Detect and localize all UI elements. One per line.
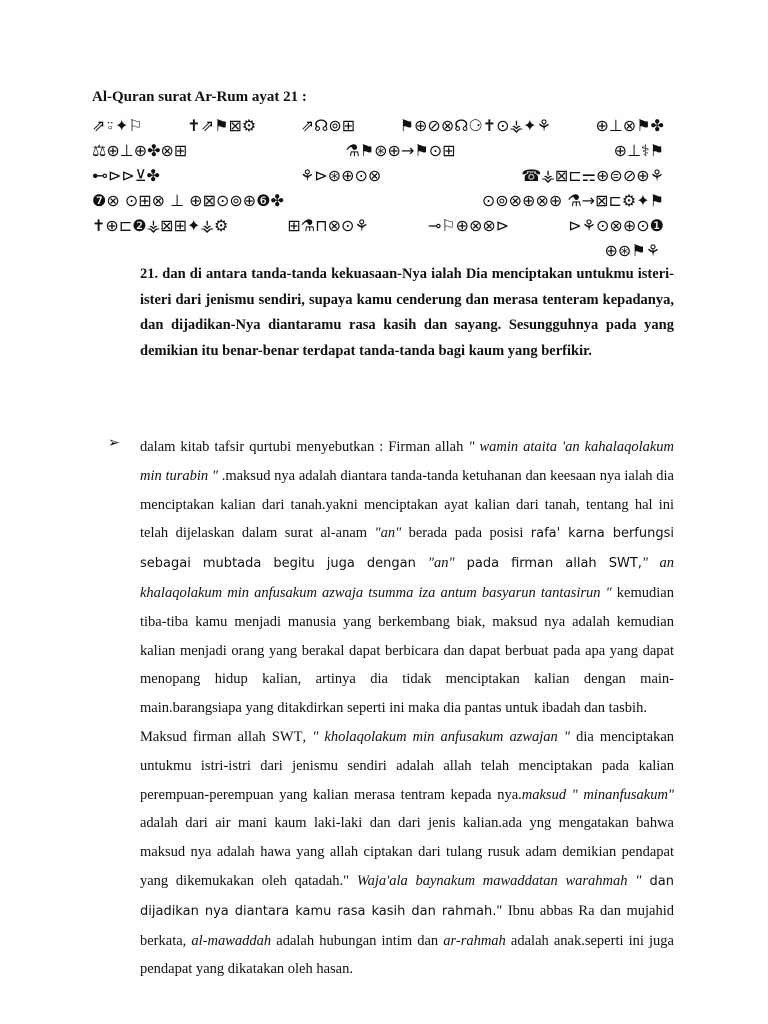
p2-quote-kholaqolakum: , " kholaqolakum min anfusakum azwajan " [302,728,570,745]
glyph-word: ⊷⊳⊳⊻✤ [92,166,160,185]
glyph-word: ⇗☊⊚⊞ [300,116,356,135]
p1-quote-an-2: "an" [427,555,455,572]
p1-text-j: kemudian tiba-tiba kamu menjadi manusia yang berkembang biak, maksud nya adalah kemudian kalian menjadi orang yang berakal dapat berbicara dan dapat berbuat pada apa yang dapat menopang hidup kalian, artinya dia tidak menciptakan kalian dengan main-main.barangsiapa yang ditakdirkan seperti ini maka dia pantas untuk ibadah dan tasbih. [140,584,674,717]
p1-quote-an: "an" [374,525,402,542]
glyph-word: ⊕⊥⊗⚑✤ [595,116,664,135]
p2-text-l: adalah anak.seperti ini juga pendapat yang dikatakan oleh hasan. [140,932,674,978]
p2-text-c: dia menciptakan untukmu istri-istri dari jenismu sendiri adalah allah telah menciptakan pada kalian perempuan-perempuan yang kalian merasa tentram kepada nya. [140,728,675,803]
p2-quote-minanfusakum: maksud " minanfusakum" [521,786,674,803]
glyph-word: ✝⊕⊏❷⚶⊠⊞✦⚶⚙ [92,216,229,235]
glyph-word: ⚖⊕⊥⊕✤⊗⊞ [92,141,188,160]
glyph-line [92,138,664,163]
verse-translation: 21. dan di antara tanda-tanda kekuasaan-Nya ialah Dia menciptakan untukmu isteri-isteri dari jenismu sendiri, supaya kamu cenderung dan merasa tenteram kepadanya, dan dijadikan-Nya diantaramu rasa kasih dan sayang. Sesungguhnya pada yang demikian itu benar-benar terdapat tanda-tanda bagi kaum yang berfikir. [140,266,674,359]
p2-term-mawaddah: al-mawaddah [191,932,272,949]
glyph-word: ⚗⚑⊛⊕→⚑⊙⊞ [345,141,456,160]
p2-text-g: dan dijadikan nya diantara kamu rasa kasih dan rahmah. [140,873,674,919]
arabic-verse-glyphs [92,113,664,263]
glyph-word: ☎⚶⊠⊏⚎⊕⊜⊘⊕⚘ [521,166,664,185]
p1-quote-khalaqolakum: " an khalaqolakum min anfusakum azwaja tsumma iza antum basyarun tantasirun " [140,555,675,601]
surah-heading: Al-Quran surat Ar-Rum ayat 21 : [92,89,307,105]
glyph-word: ⊸⚐⊕⊗⊗⊳ [427,216,510,235]
glyph-word: ⊕⊥⚕⚑ [613,141,664,160]
glyph-line [92,213,664,238]
p2-text-a: Maksud firman allah SWT [140,728,303,745]
p2-text-j: adalah hubungan intim dan [271,932,444,949]
p1-text-a: dalam kitab tafsir qurtubi menyebutkan : Firman allah [140,439,469,455]
tafsir-paragraph-1 [140,433,674,723]
glyph-word: ✝⇗⚑⊠⚙ [187,116,257,135]
p1-text-e: berada pada posisi [401,525,531,542]
glyph-word: ⊞⚗⊓⊗⊙⚘ [287,216,369,235]
p1-text-f: rafa' karna berfungsi sebagai mubtada begitu juga dengan [140,526,674,572]
glyph-word: ⇗⍤✦⚐ [92,116,143,135]
glyph-line [92,163,664,188]
glyph-word: ⚑⊕⊘⊗☊⚆✝⊙⚶✦⚘ [399,116,551,135]
p1-text-h: pada firman allah SWT, [454,556,642,572]
glyph-word: ⊳⚘⊙⊗⊕⊙❶ [568,216,664,235]
p2-term-rahmah: ar-rahmah [443,932,506,949]
glyph-line [92,113,664,138]
p2-quote-wajaala: Waja'ala baynakum mawaddatan warahmah " [356,872,642,889]
glyph-word: ❼⊗ ⊙⊞⊗ ⊥ ⊕⊠⊙⊚⊕❻✤ [92,191,284,210]
p1-text-c: .maksud nya adalah diantara tanda-tanda ketuhanan dan keesaan nya ialah dia menciptakan kalian dari tanah.yakni menciptakan ayat kalian dari tanah, tentang hal ini telah dijelaskan dalam surat al-anam [140,467,674,542]
p2-text-h: " Ibnu abbas Ra dan mujahid berkata, [140,902,675,949]
tafsir-paragraph-2 [140,723,674,984]
glyph-word: ⊕⊛⚑⚘ [604,241,660,260]
glyph-word: ⚘⊳⊛⊕⊙⊗ [299,166,382,185]
glyph-line [92,238,664,263]
arrow-bullet-icon: ➢ [108,435,120,451]
p1-quote-wamin: " wamin ataita 'an kahalaqolakum min turabin " [140,439,674,484]
tafsir-bullet [108,433,674,984]
p2-text-e: adalah dari air mani kaum laki-laki dan dari jenis kalian.ada yng mengatakan bahwa maksud nya adalah hawa yang allah ciptakan dari tulang rusuk adam demikian pendapat yang dikemukakan oleh qatadah." [140,815,674,889]
glyph-line [92,188,664,213]
glyph-word: ⊙⊚⊗⊕⊗⊕ ⚗→⊠⊏⚙✦⚑ [481,191,664,210]
